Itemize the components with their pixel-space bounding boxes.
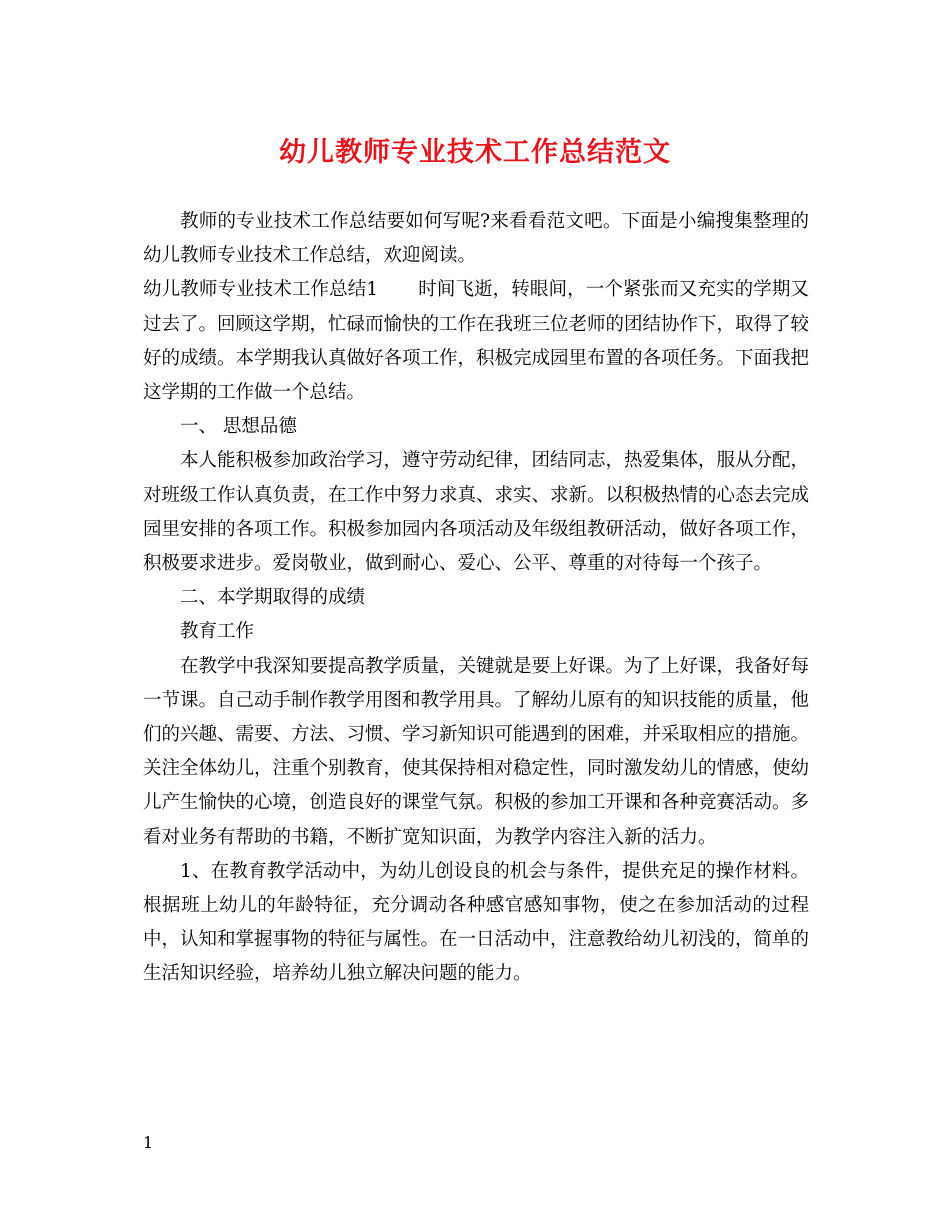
page-number: 1 — [143, 1133, 154, 1152]
education-paragraph: 在教学中我深知要提高教学质量，关键就是要上好课。为了上好课，我备好每一节课。自己动手制作教学用图和教学用具。了解幼儿原有的知识技能的质量，他们的兴趣、需要、方法、习惯、学习新知识可能遇到的困难，并采取相应的措施。关注全体幼儿，注重个别教育，使其保持相对稳定性，同时激发幼儿的情感，使幼儿产生愉快的心境，创造良好的课堂气氛。积极的参加工开课和各种竞赛活动。多看对业务有帮助的书籍，不断扩宽知识面，为教学内容注入新的活力。 — [143, 655, 810, 848]
ethics-paragraph: 本人能积极参加政治学习，遵守劳动纪律，团结同志，热爱集体，服从分配，对班级工作认真负责，在工作中努力求真、求实、求新。以积极热情的心态去完成园里安排的各项工作。积极参加园内各项活动及年级组教研活动，做好各项工作，积极要求进步。爱岗敬业，做到耐心、爱心、公平、尊重的对待每一个孩子。 — [143, 450, 810, 575]
section-heading-ethics: 一、 思想品德 — [180, 416, 297, 438]
summary-text: 时间飞逝，转眼间，一个紧张而又充实的学期又过去了。回顾这学期，忙碌而愉快的工作在我班三位老师的团结协作下，取得了较好的成绩。本学期我认真做好各项工作，积极完成园里布置的各项任务。下面我把这学期的工作做一个总结。 — [143, 279, 810, 404]
summary-label: 幼儿教师专业技术工作总结1 — [143, 279, 379, 301]
list-item-1: 1、在教育教学活动中，为幼儿创设良的机会与条件，提供充足的操作材料。根据班上幼儿的年龄特征，充分调动各种感官感知事物，使之在参加活动的过程中，认知和掌握事物的特征与属性。在一日活动中，注意教给幼儿初浅的，简单的生活知识经验，培养幼儿独立解决问题的能力。 — [143, 860, 810, 985]
summary-paragraph — [143, 273, 809, 410]
document-body — [143, 205, 809, 992]
intro-paragraph: 教师的专业技术工作总结要如何写呢?来看看范文吧。下面是小编搜集整理的幼儿教师专业技术工作总结，欢迎阅读。 — [143, 211, 809, 267]
section-heading-achievements: 二、本学期取得的成绩 — [180, 587, 366, 609]
page-title: 幼儿教师专业技术工作总结范文 — [279, 137, 671, 168]
subheading-education: 教育工作 — [180, 621, 255, 643]
